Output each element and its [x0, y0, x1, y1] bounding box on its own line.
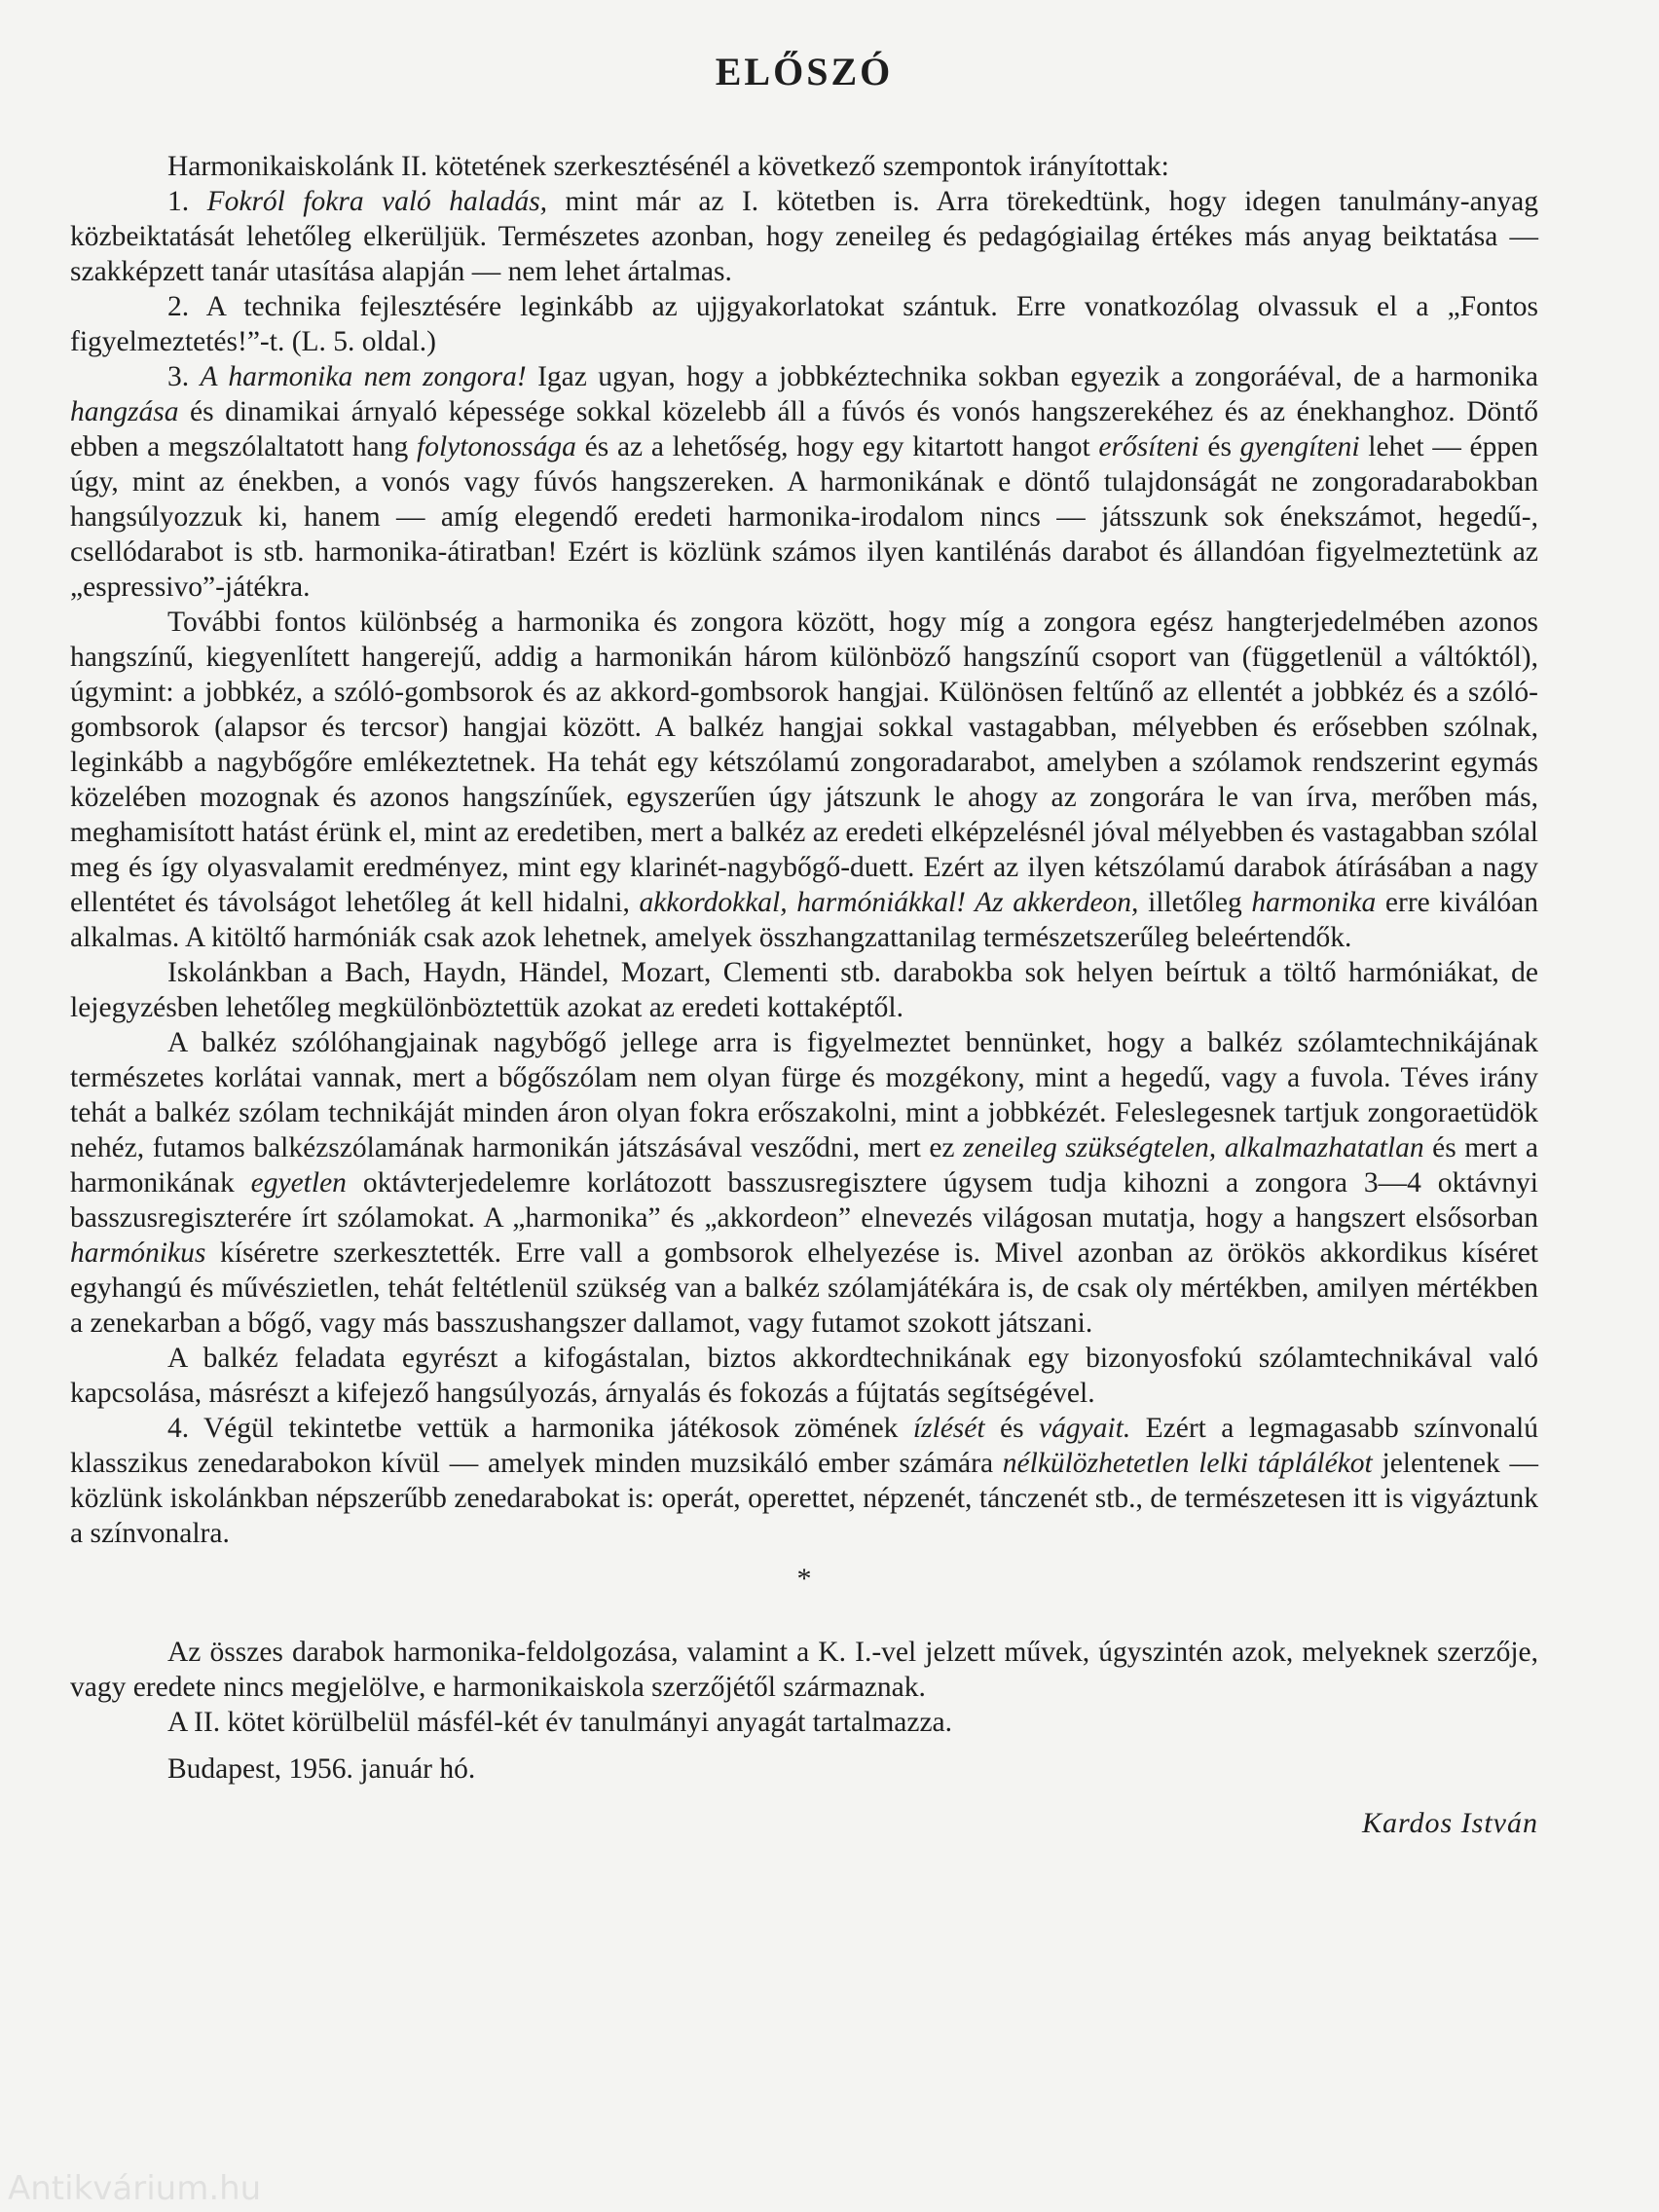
paragraph [70, 1025, 1538, 1341]
text-run: A II. kötet körülbelül másfél-két év tanulmányi anyagát tartalmazza. [167, 1707, 953, 1738]
paragraph [70, 1411, 1538, 1551]
watermark: Antikvárium.hu [8, 2169, 262, 2208]
emphasis-text: harmonika [1251, 887, 1377, 918]
text-run: jelentenek — közlünk iskolánkban népszerűbb zenedarabokat is: operát, operettet, népzenét, tánczenét stb., de természetesen itt is vigyáztunk a színvonalra. [70, 1448, 1538, 1549]
text-run: Iskolánkban a Bach, Haydn, Händel, Mozart, Clementi stb. darabokba sok helyen beírtuk a töltő harmóniákat, de lejegyzésben lehetőleg megkülönböztettük azokat az eredeti kottaképtől. [70, 957, 1538, 1023]
text-run: Harmonikaiskolánk II. kötetének szerkesztésénél a következő szempontok irányítottak: [167, 151, 1169, 182]
emphasis-text: akkordokkal, harmóniákkal! Az akkerdeon, [639, 887, 1139, 918]
emphasis-text: folytonossága [417, 431, 576, 462]
emphasis-text: vágyait. [1038, 1413, 1131, 1444]
text-run: és az a lehetőség, hogy egy kitartott hangot [575, 431, 1099, 462]
emphasis-text: A harmonika nem zongora! [200, 361, 527, 392]
paragraph [70, 184, 1538, 289]
text-run: A balkéz feladata egyrészt a kifogástalan, biztos akkordtechnikának egy bizonyosfokú szólamtechnikával való kapcsolása, másrészt a kifejező hangsúlyozás, árnyalás és fokozás a fújtatás segítségével. [70, 1343, 1538, 1409]
closing-notes [70, 1635, 1538, 1740]
text-run: illetőleg [1138, 887, 1252, 918]
text-run: és [1198, 431, 1240, 462]
section-separator: * [796, 1563, 812, 1595]
text-run: és [984, 1413, 1039, 1444]
paragraph [70, 1705, 1538, 1740]
text-run: 1. [167, 186, 207, 217]
text-run: Igaz ugyan, hogy a jobbkéztechnika sokban egyezik a zongoráéval, de a harmonika [526, 361, 1538, 392]
text-run: erre kiválóan alkalmas. A kitöltő harmóniák csak azok lehetnek, amelyek összhangzattanilag természetszerűleg beleértendők. [70, 887, 1538, 953]
emphasis-text: erősíteni [1098, 431, 1199, 462]
paragraph [70, 1635, 1538, 1705]
emphasis-text: harmónikus [70, 1237, 206, 1269]
paragraph [70, 289, 1538, 359]
text-run: lehet — éppen úgy, mint az énekben, a vonós vagy fúvós hangszereken. A harmonikának e döntő tulajdonságát ne zongoradarabokban hangsúlyozzuk ki, hanem — amíg elegendő eredeti harmonika-irodalom nincs — játsszunk sok énekszámot, hegedű-, csellódarabot is stb. harmonika-átiratban! Ezért is közlünk számos ilyen kantilénás darabot és állandóan figyelmeztetünk az „espressivo”-játékra. [70, 431, 1538, 603]
paragraph [70, 149, 1538, 184]
paragraph [70, 1341, 1538, 1411]
text-run: és dinamikai árnyaló képessége sokkal közelebb áll a fúvós és vonós hangszerekéhez és az énekhanghoz. Döntő ebben a megszólaltatott hang [70, 396, 1538, 462]
paragraph [70, 359, 1538, 605]
text-run: 2. A technika fejlesztésére leginkább az ujjgyakorlatokat szántuk. Erre vonatkozólag olvassuk el a „Fontos figyelmeztetés!”-t. (L. 5. oldal.) [70, 291, 1538, 357]
preface-body [70, 149, 1538, 1551]
emphasis-text: nélkülözhetetlen lelki táplálékot [1002, 1448, 1373, 1479]
emphasis-text: egyetlen [250, 1167, 347, 1198]
emphasis-text: gyengíteni [1239, 431, 1360, 462]
text-run: és mert a harmonikának [70, 1132, 1538, 1198]
text-run: mint már az I. kötetben is. Arra törekedtünk, hogy idegen tanulmány-anyag közbeiktatását lehetőleg elkerüljük. Természetes azonban, hogy zeneileg és pedagógiailag értékes más anyag beiktatása — szakképzett tanár utasítása alapján — nem lehet ártalmas. [70, 186, 1539, 287]
page [70, 39, 1538, 1840]
date-line: Budapest, 1956. január hó. [167, 1753, 476, 1785]
author-signature: Kardos István [1361, 1807, 1538, 1839]
text-run: Az összes darabok harmonika-feldolgozása, valamint a K. I.-vel jelzett művek, úgyszintén azok, melyeknek szerzője, vagy eredete nincs megjelölve, e harmonikaiskola szerzőjétől származnak. [70, 1637, 1538, 1703]
text-run: 4. Végül tekintetbe vettük a harmonika játékosok zömének [167, 1413, 913, 1444]
text-run: kíséretre szerkesztették. Erre vall a gombsorok elhelyezése is. Mivel azonban az örökös akkordikus kíséret egyhangú és művészietlen, tehát feltétlenül szükség van a balkéz szólamjátékára is, de csak oly mértékben, amilyen mértékben a zenekarban a bőgő, vagy más basszushangszer dallamot, vagy futamot szokott játszani. [70, 1237, 1538, 1339]
page-title: ELŐSZÓ [715, 50, 894, 93]
text-run: 3. [167, 361, 201, 392]
paragraph [70, 955, 1538, 1025]
emphasis-text: ízlését [912, 1413, 985, 1444]
text-run: A balkéz szólóhangjainak nagybőgő jellege arra is figyelmeztet bennünket, hogy a balkéz szólamtechnikájának természetes korlátai vannak, mert a bőgőszólam nem olyan fürge és mozgékony, mint a hegedű, vagy a fuvola. Téves irány tehát a balkéz szólam technikáját minden áron olyan fokra erőszakolni, mint a jobbkézét. Feleslegesnek tartjuk zongoraetüdök nehéz, futamos balkézszólamának harmonikán játszásával vesződni, mert ez [70, 1027, 1538, 1163]
text-run: Ezért a legmagasabb színvonalú klasszikus zenedarabokon kívül — amelyek minden muzsikáló ember számára [70, 1413, 1538, 1479]
emphasis-text: zeneileg szükségtelen, alkalmazhatatlan [963, 1132, 1424, 1163]
paragraph [70, 605, 1538, 955]
emphasis-text: hangzása [70, 396, 179, 427]
emphasis-text: Fokról fokra való haladás, [206, 186, 548, 217]
text-run: oktávterjedelemre korlátozott basszusregisztere úgysem tudja kihozni a zongora 3—4 oktávnyi basszusregiszterére írt szólamokat. A „harmonika” és „akkordeon” elnevezés világosan mutatja, hogy a hangszert elsősorban [70, 1167, 1539, 1234]
text-run: További fontos különbség a harmonika és zongora között, hogy míg a zongora egész hangterjedelmében azonos hangszínű, kiegyenlített hangerejű, addig a harmonikán három különböző hangszínű csoport van (függetlenül a váltóktól), úgymint: a jobbkéz, a szóló-gombsorok és az akkord-gombsorok hangjai. Különösen feltűnő az ellentét a jobbkéz és a szóló-gombsorok (alapsor és tercsor) hangjai között. A balkéz hangjai sokkal vastagabban, mélyebben és erősebben szólnak, leginkább a nagybőgőre emlékeztetnek. Ha tehát egy kétszólamú zongoradarabot, amelyben a szólamok rendszerint egymás közelében mozognak és azonos hangszínűek, egyszerűen úgy játszunk le ahogy az zongorára le van írva, merőben más, meghamisított hatást érünk el, mint az eredetiben, mert a balkéz az eredeti elképzelésnél jóval mélyebben és vastagabban szólal meg és így olyasvalamit eredményez, mint egy klarinét-nagybőgő-duett. Ezért az ilyen kétszólamú darabok átírásában a nagy ellentétet és távolságot lehetőleg át kell hidalni, [70, 607, 1538, 918]
